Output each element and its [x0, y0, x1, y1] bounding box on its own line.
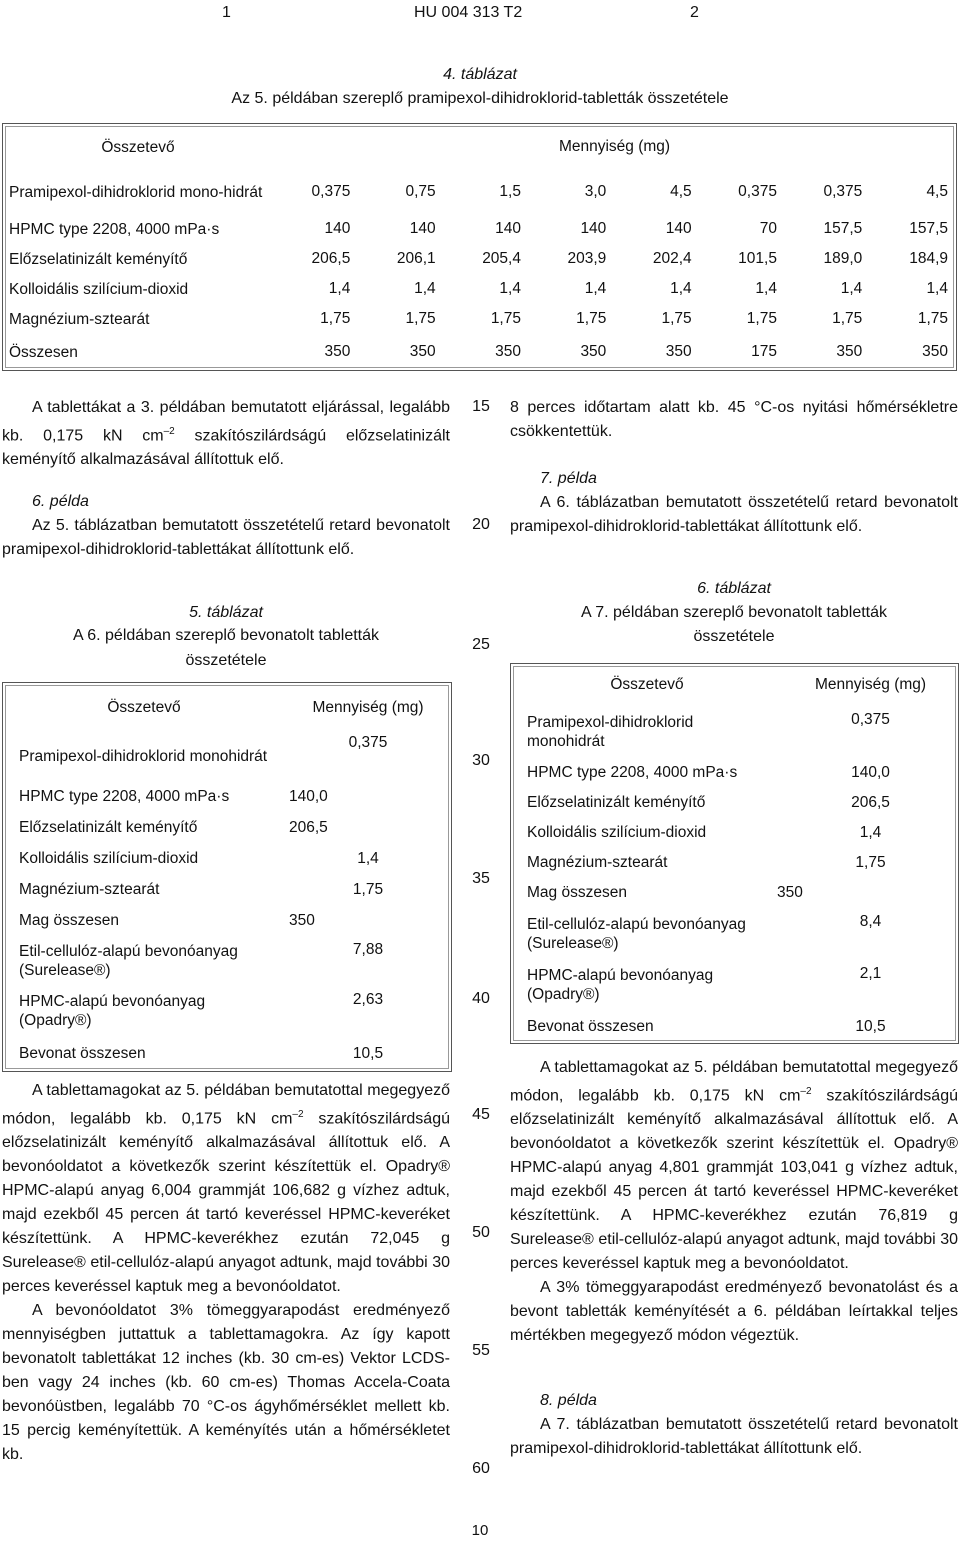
table4-cell: 140 — [495, 220, 521, 237]
table4-cell: 189,0 — [823, 250, 863, 267]
table4-cell: 140 — [665, 220, 692, 237]
table6-header-amount: Mennyiség (mg) — [814, 676, 927, 694]
table5-cell-name: Etil-cellulóz-alapú bevonóanyag (Surelease®) — [19, 942, 238, 979]
table4-cell-name: Magnézium-sztearát — [9, 310, 150, 328]
table4-cell: 4,5 — [926, 183, 948, 200]
line-number: 40 — [472, 990, 490, 1007]
line-number: 50 — [472, 1224, 490, 1241]
table4-cell: 3,0 — [584, 183, 607, 200]
table4-cell: 350 — [495, 343, 521, 360]
line-number: 55 — [472, 1342, 490, 1359]
table5-cell-name: Mag összesen — [19, 911, 119, 929]
table5-cell-name: HPMC type 2208, 4000 mPa·s — [19, 787, 230, 805]
table6-cell-value: 10,5 — [855, 1017, 886, 1035]
table4-cell: 140 — [409, 220, 436, 237]
table-row — [511, 908, 959, 960]
table-row — [3, 334, 957, 371]
line-number: 30 — [472, 752, 490, 769]
table4-cell: 0,375 — [311, 183, 351, 200]
table4-cell: 1,4 — [840, 280, 863, 297]
table-row — [3, 905, 452, 936]
table5-cell-value: 1,75 — [352, 880, 384, 898]
table6-caption-2: összetétele — [693, 628, 775, 645]
table4-cell: 206,5 — [311, 250, 351, 267]
table-row — [3, 304, 957, 334]
table-row — [3, 812, 452, 843]
table-row — [3, 733, 452, 781]
table4-cell: 350 — [836, 343, 863, 360]
table4-cell: 350 — [324, 343, 351, 360]
table4-cell: 1,4 — [414, 280, 436, 297]
table4-cell: 350 — [409, 343, 436, 360]
table-row — [3, 874, 452, 905]
table6-title: 6. táblázat — [697, 580, 771, 597]
table6-cell-name: Mag összesen — [527, 884, 627, 901]
table4-cell: 1,4 — [670, 280, 692, 297]
table4-cell: 0,375 — [823, 183, 863, 200]
table4-cell-name: Pramipexol-dihidroklorid mono-hidrát — [9, 183, 263, 201]
table4-cell: 1,75 — [661, 310, 692, 327]
footer-page-number: 10 — [471, 1522, 489, 1539]
table4-cell: 0,75 — [405, 183, 436, 200]
line-number: 15 — [472, 398, 490, 415]
table4-cell: 350 — [922, 343, 948, 360]
table5-cell-value: 2,63 — [352, 990, 384, 1008]
table5-cell-name: Magnézium-sztearát — [19, 880, 160, 898]
table-row — [3, 986, 452, 1036]
table5-cell-name: Bevonat összesen — [19, 1044, 146, 1062]
table5-cell-value: 140,0 — [289, 787, 328, 805]
table4-cell-name: HPMC type 2208, 4000 mPa·s — [9, 220, 220, 238]
table4-cell: 1,75 — [746, 310, 777, 327]
line-number: 45 — [472, 1106, 490, 1123]
table4-cell: 4,5 — [670, 183, 692, 200]
table5-header-component: Összetevő — [107, 699, 181, 717]
table6-cell-value: 2,1 — [859, 964, 882, 982]
table5-cell-value: 7,88 — [352, 940, 384, 958]
table5-cell-value: 350 — [289, 911, 315, 929]
table6 — [510, 663, 959, 1044]
table5 — [2, 682, 452, 1072]
example6-text: Az 5. táblázatban bemutatott összetételű retard bevonatolt pramipexol-dihidroklorid-tablettákat állítottunk elő. — [2, 517, 450, 558]
table6-cell-value: 0,375 — [851, 710, 890, 728]
table4-cell: 202,4 — [652, 250, 692, 267]
line-number: 60 — [472, 1460, 490, 1477]
table4-cell: 1,4 — [499, 280, 521, 297]
table6-cell-value: 8,4 — [859, 912, 882, 930]
table4-cell: 1,75 — [320, 310, 351, 327]
right-paragraph-0: 8 perces időtartam alatt kb. 45 °C-os nyitási hőmérsékletre csökkentettük. — [510, 399, 958, 440]
table4-header-component: Összetevő — [101, 138, 175, 156]
table4-cell: 157,5 — [909, 220, 948, 237]
table4-cell: 70 — [759, 220, 777, 237]
table-row — [511, 1010, 959, 1044]
table6-cell-value: 350 — [777, 884, 803, 901]
table-row — [511, 818, 959, 848]
table6-cell-name: Pramipexol-dihidroklorid monohidrát — [527, 713, 694, 750]
table-row — [511, 788, 959, 818]
table5-title: 5. táblázat — [189, 604, 263, 621]
table4-cell: 175 — [751, 343, 777, 360]
table5-caption-2: összetétele — [185, 652, 267, 669]
table4-cell: 1,75 — [917, 310, 948, 327]
table6-cell-value: 206,5 — [851, 794, 890, 811]
table-row — [3, 274, 957, 304]
table-row — [3, 843, 452, 874]
table6-cell-name: HPMC-alapú bevonóanyag (Opadry®) — [527, 966, 714, 1003]
table4-cell: 206,1 — [396, 250, 436, 267]
table4-cell: 203,9 — [567, 250, 607, 267]
table-row — [511, 706, 959, 758]
table6-cell-name: HPMC type 2208, 4000 mPa·s — [527, 764, 738, 781]
table4-cell: 1,75 — [405, 310, 436, 327]
table5-caption-1: A 6. példában szereplő bevonatolt tabletták — [73, 627, 379, 644]
table4-caption: Az 5. példában szereplő pramipexol-dihidroklorid-tabletták összetétele — [231, 90, 729, 107]
table4-cell: 350 — [665, 343, 692, 360]
table6-cell-name: Etil-cellulóz-alapú bevonóanyag (Surelease®) — [527, 915, 746, 952]
table4-cell: 140 — [324, 220, 351, 237]
table-row — [3, 936, 452, 986]
table5-cell-value: 0,375 — [348, 733, 388, 751]
table4-cell: 1,75 — [490, 310, 521, 327]
table6-cell-name: Bevonat összesen — [527, 1017, 654, 1035]
table-row — [3, 170, 957, 214]
table-row — [3, 1036, 452, 1072]
page-number-left: 1 — [222, 4, 231, 21]
table4-cell: 157,5 — [823, 220, 863, 237]
document-id: HU 004 313 T2 — [414, 4, 523, 21]
table6-header-component: Összetevő — [610, 676, 684, 694]
table4-cell: 101,5 — [738, 250, 777, 267]
table4 — [2, 123, 957, 371]
table5-cell-name: HPMC-alapú bevonóanyag (Opadry®) — [19, 992, 206, 1029]
table5-cell-value: 10,5 — [352, 1044, 384, 1062]
table4-cell: 1,4 — [755, 280, 777, 297]
table6-cell-value: 140,0 — [851, 764, 890, 781]
table5-cell-name: Előzselatinizált keményítő — [19, 818, 198, 836]
table-row — [3, 214, 957, 244]
table4-header-amount: Mennyiség (mg) — [558, 138, 671, 155]
table4-cell-name: Kolloidális szilícium-dioxid — [9, 280, 189, 298]
table-row — [3, 781, 452, 812]
table5-cell-name: Kolloidális szilícium-dioxid — [19, 849, 199, 867]
line-number: 35 — [472, 870, 490, 887]
table4-cell: 205,4 — [482, 250, 521, 267]
table4-cell-name: Összesen — [9, 343, 78, 361]
table4-cell: 1,4 — [584, 280, 607, 297]
table5-cell-value: 1,4 — [357, 849, 379, 867]
table4-title: 4. táblázat — [443, 66, 517, 83]
table4-cell: 1,75 — [832, 310, 863, 327]
example7-text: A 6. táblázatban bemutatott összetételű retard bevonatolt pramipexol-dihidroklorid-tablettákat állítottunk elő. — [510, 494, 958, 535]
table6-caption-1: A 7. példában szereplő bevonatolt tabletták — [581, 604, 887, 621]
example7-title: 7. példa — [540, 470, 597, 487]
table5-cell-name: Pramipexol-dihidroklorid monohidrát — [19, 748, 268, 765]
example6-title: 6. példa — [32, 493, 89, 510]
table4-cell: 1,5 — [499, 183, 521, 200]
table6-cell-value: 1,75 — [855, 854, 886, 871]
table4-cell: 0,375 — [738, 183, 777, 200]
table4-cell: 140 — [580, 220, 607, 237]
table-row — [511, 960, 959, 1010]
example8-title: 8. példa — [540, 1392, 597, 1409]
table4-cell: 1,4 — [926, 280, 948, 297]
page-number-right: 2 — [690, 4, 699, 21]
line-number: 25 — [472, 636, 490, 653]
table6-cell-name: Előzselatinizált keményítő — [527, 794, 706, 811]
left-paragraph-1: A tablettákat a 3. példában bemutatott eljárással, legalább kb. 0,175 kN $cm^{-2}$ szakítószilárdságú előzselatinizált keményítő alkalmazásával állítottuk elő. — [2, 399, 450, 469]
table4-cell: 350 — [580, 343, 607, 360]
example8-text: A 7. táblázatban bemutatott összetételű retard bevonatolt pramipexol-dihidroklorid-tablettákat állítottunk elő. — [510, 1416, 958, 1457]
table4-cell: 184,9 — [909, 250, 948, 267]
table6-cell-value: 1,4 — [859, 824, 882, 841]
right-paragraph-1: A tablettamagokat az 5. példában bemutatottal megegyező módon, legalább kb. 0,175 kN $cm^{-2}$ szakítószilárdságú előzselatinizált keményítő alkalmazásával állítottuk elő. A bevonóoldatot a következők szerint készítettük el. Opadry® HPMC-alapú anyag 4,801 grammját 103,041 g vízhez adtuk, majd ezekből 45 percen át tartó keveréssel HPMC-keveréket készítettünk. A HPMC-keverékhez ezután 76,819 g Surelease® etil-cellulóz-alapú anyagot adtunk, majd további 30 perces keveréssel kaptuk meg a bevonóoldatot. A 3% tömeggyarapodást eredményező bevonatolást és a bevont tabletták keményítését a 6. példában leírtakkal teljes mértékben megegyező módon végeztük. — [510, 1059, 959, 1345]
table6-cell-name: Kolloidális szilícium-dioxid — [527, 824, 707, 841]
table4-cell: 1,75 — [576, 310, 607, 327]
table4-cell: 1,4 — [328, 280, 351, 297]
left-paragraph-2: A tablettamagokat az 5. példában bemutatottal megegyező módon, legalább kb. 0,175 kN $cm^{-2}$ szakítószilárdságú előzselatinizált keményítő alkalmazásával állítottuk elő. A bevonóoldatot a következők szerint készítettük el. Opadry® HPMC-alapú anyag 6,004 grammját 106,682 g vízhez adtuk, majd ezekből 45 percen át tartó keveréssel HPMC-keveréket készítettünk. A HPMC-keverékhez ezután 72,045 g Surelease® etil-cellulóz-alapú anyagot adtunk, majd további 30 perces keveréssel kaptuk meg a bevonóoldatot. A bevonóoldatot 3% tömeggyarapodást eredményező mennyiségben juttattuk a tablettamagokra. Az így kapott bevonatolt tablettákat 12 inches (kb. 30 cm-es) Vektor LCDS-ben vagy 24 inches (kb. 60 cm-es) Thomas Accela-Coata bevonóüstben, legalább 70 °C-os ágyhőmérséklet mellett kb. 15 percig keményítettük. A keményítés után a hőmérsékletet kb. — [2, 1082, 451, 1464]
table-row — [511, 758, 959, 788]
line-number: 20 — [472, 516, 490, 533]
table6-cell-name: Magnézium-sztearát — [527, 854, 668, 871]
table4-cell-name: Előzselatinizált keményítő — [9, 250, 188, 268]
table5-header-amount: Mennyiség (mg) — [312, 699, 424, 717]
table-row — [511, 878, 959, 908]
table5-cell-value: 206,5 — [289, 818, 328, 836]
table-row — [511, 848, 959, 878]
table-row — [3, 244, 957, 274]
